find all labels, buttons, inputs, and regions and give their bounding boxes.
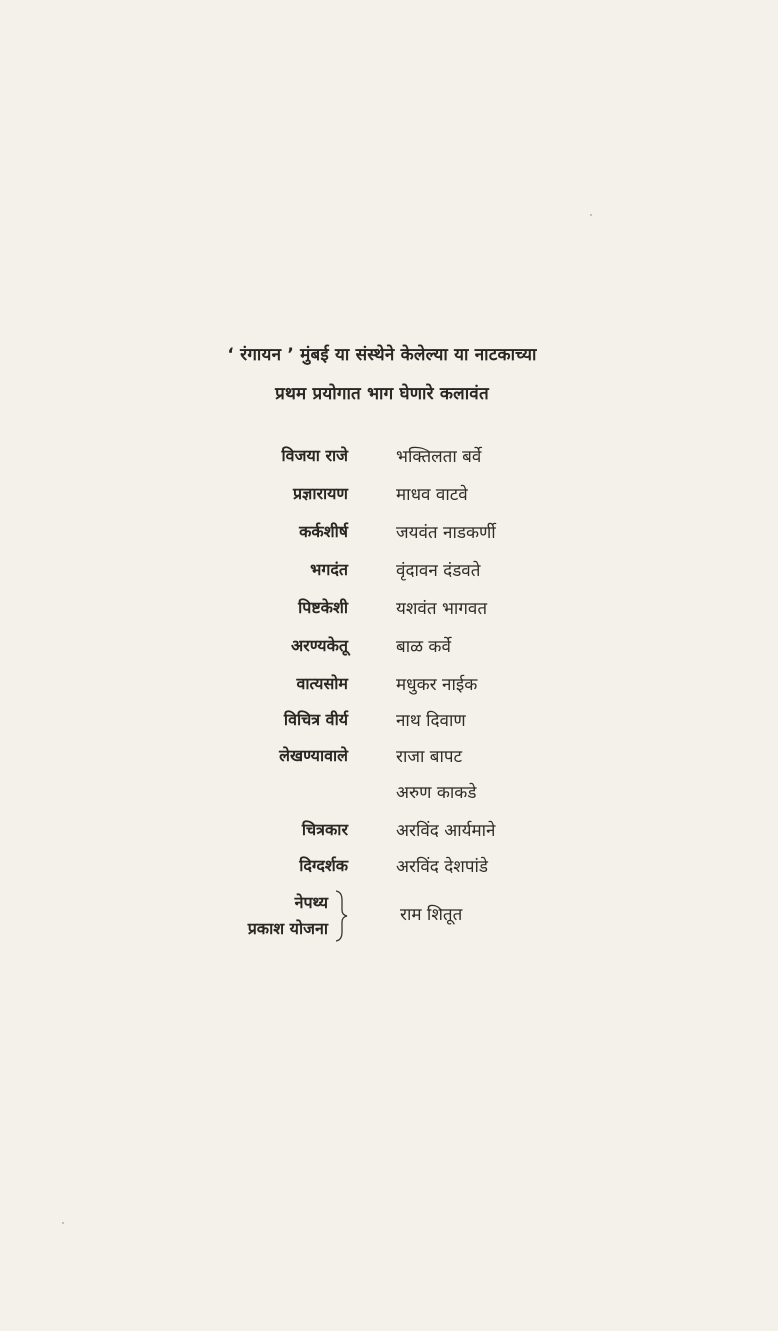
role-name: प्रकाश योजना — [247, 919, 328, 938]
role-name: विचित्र वीर्य — [283, 710, 348, 729]
cast-row — [0, 596, 778, 626]
group-roles — [248, 890, 328, 942]
cast-heading-line-1: ‘ रंगायन ’ मुंबई या संस्थेने केलेल्या या नाटकाच्या — [227, 345, 537, 365]
cast-row — [0, 444, 778, 474]
actor-name: जयवंत नाडकर्णी — [396, 523, 496, 543]
actor-name: यशवंत भागवत — [396, 599, 488, 619]
cast-row — [0, 708, 778, 738]
role-name: अरण्यकेतू — [290, 636, 348, 655]
actor-name: भक्तिलता बर्वे — [396, 447, 482, 467]
role-name: नेपथ्य — [294, 893, 328, 912]
role-name: चित्रकार — [301, 820, 348, 839]
cast-row — [0, 558, 778, 588]
actor-name: मधुकर नाईक — [396, 675, 478, 695]
paper-speck — [62, 1222, 64, 1224]
cast-row — [0, 672, 778, 702]
role-name: प्रज्ञारायण — [292, 484, 348, 503]
cast-row — [0, 780, 778, 810]
actor-name: बाळ कर्वे — [396, 637, 451, 657]
role-name: वात्यसोम — [296, 674, 348, 693]
role-name: विजया राजे — [281, 446, 348, 465]
actor-name: माधव वाटवे — [396, 485, 468, 505]
paper-speck — [590, 214, 592, 216]
cast-row — [0, 634, 778, 664]
role-name: पिष्टकेशी — [298, 598, 348, 617]
right-brace-icon — [334, 890, 348, 942]
actor-name: वृंदावन दंडवते — [396, 561, 481, 581]
cast-row — [0, 520, 778, 550]
cast-row — [0, 854, 778, 884]
cast-row — [0, 818, 778, 848]
role-name: दिग्दर्शक — [299, 856, 348, 875]
cast-row — [0, 744, 778, 774]
role-name: भगदंत — [310, 560, 348, 579]
actor-name: अरविंद देशपांडे — [396, 857, 488, 877]
role-name: कर्कशीर्ष — [299, 522, 348, 541]
cast-group-row — [0, 890, 778, 944]
actor-name: अरुण काकडे — [396, 783, 477, 803]
cast-heading-line-2: प्रथम प्रयोगात भाग घेणारे कलावंत — [275, 384, 489, 404]
actor-name: नाथ दिवाण — [396, 711, 466, 731]
role-name: लेखण्यावाले — [279, 746, 348, 765]
actor-name: राम शितूत — [400, 905, 463, 925]
cast-row — [0, 482, 778, 512]
actor-name: अरविंद आर्यमाने — [396, 821, 496, 841]
actor-name: राजा बापट — [396, 747, 463, 767]
